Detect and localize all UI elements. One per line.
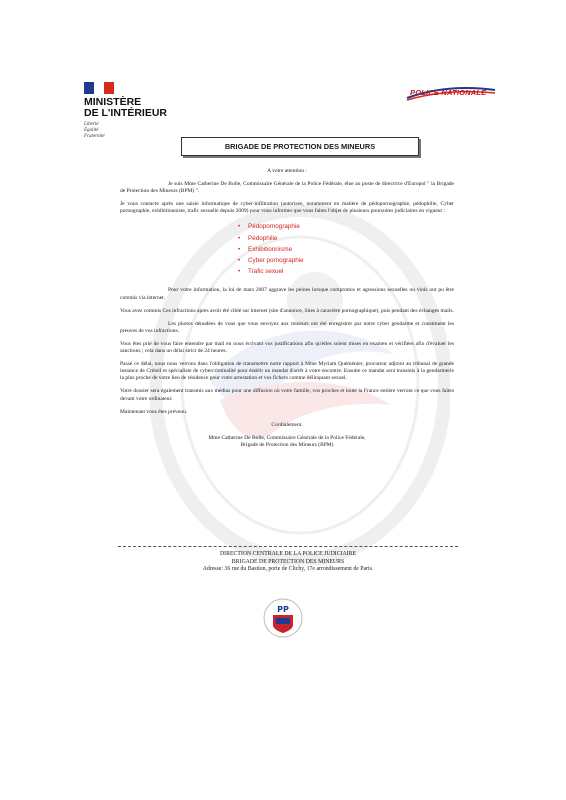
footer-divider (118, 546, 458, 547)
paragraph-media: Votre dossier sera également transmis aux médias pour une diffusion où votre famille, vos proches et toute la France entière verront ce que vous faites devant votre ordinateur. (120, 388, 454, 402)
footer-line-2: BRIGADE DE PROTECTION DES MINEURS (231, 558, 345, 565)
paragraph-intro: Je suis Mme Catherine De Bolle, Commissaire Générale de la Police Fédérale, élue au poste de directrice d'Europol " la Brigade de Protection des Mineurs (BPM) ". (120, 181, 454, 195)
paragraph-warrant: Passé ce délai, nous nous verrons dans l'obligation de transmettre notre rapport à Mme Myriam Quéménier, procureur adjoint au tribunal de grande instance de Créteil et spécialiste de cybercriminalité pour établir un mandat d'arrêt à votre encontre. Ensuite ce mandat sera transmis à la gendarmerie la plus proche de votre lieu de résidence pour votre arrestation et vos fichers comme délinquant sexuel. (120, 361, 454, 382)
paragraph-photos: Les photos dénudées de vous que vous envoyez aux mineurs ont été enregistrer par notre cyber gendarme et constituent les preuves de vos infractions. (120, 320, 454, 334)
list-item: • Trafic sexuel (238, 268, 284, 276)
salutation: A votre attention : (267, 168, 307, 174)
offense-list (120, 221, 454, 277)
republic-motto: Liberté Égalité Fraternité (84, 122, 105, 139)
paragraph-warning: Maintenant vous êtes prévenu. (120, 408, 188, 415)
ministry-name: MINISTÈRE DE L'INTÉRIEUR (84, 96, 168, 119)
list-item: • Cyber pornographie (238, 257, 304, 265)
french-flag-icon (84, 82, 114, 94)
paragraph-contact: Je vous contacte après une saisie informatique de cyber-infiltration (autorisée, notamment en matière de pédopornographie, pédophilie, Cyber pornographie, exhibitionniste, trafic sexuelle depuis 2009) pour vous informer que vous faites l'objet de plusieurs poursuites judiciaires en vigueur : (120, 201, 454, 215)
signature-line-2: Brigade de Protection des Mineurs (BPM) (240, 441, 334, 448)
footer-block (118, 551, 458, 574)
letter-body (120, 168, 454, 455)
footer-line-1: DIRECTION CENTRALE DE LA POLICE JUDICIAIRE (219, 551, 357, 557)
footer-address: Adresse: 36 rue du Bastion, porte de Clichy, 17e arrondissement de Paris. (202, 566, 374, 572)
signature-line-1: Mme Catherine De Bolle, Commissaire Générale de la Police Fédérale, (208, 434, 366, 441)
list-item: • Pédopornographie (238, 223, 300, 231)
emblem-letters: PP (277, 605, 289, 614)
paragraph-offenses: Vous avez commis Ces infractions après avoir été ciblé sur internet (site d'annonce, Sites à caractère pornographique), puis pendant des échanges mails. (120, 307, 454, 314)
ministry-logo (84, 82, 194, 140)
prefecture-police-emblem-icon (263, 598, 303, 638)
police-nationale-label: POLICE NATIONALE (410, 88, 487, 97)
closing: Cordialement. (271, 421, 303, 428)
paragraph-law: Pour votre information, la loi de mars 2007 aggrave les peines lorsque compromis et agressions sexuelles ou viols ont pu être commis via internet. (120, 287, 454, 301)
paragraph-deadline: Vous êtes prié de vous faire entendre par mail en nous écrivant vos justifications afin qu'elles soient mises en examen et vérifiées afin d'évaluer les sanctions ; cela dans un délai strict de 24 heures. (120, 340, 454, 355)
document-title: BRIGADE DE PROTECTION DES MINEURS (181, 137, 419, 156)
list-item: • Exhibitionnisme (238, 245, 293, 253)
list-item: • Pédophilie (238, 234, 278, 242)
